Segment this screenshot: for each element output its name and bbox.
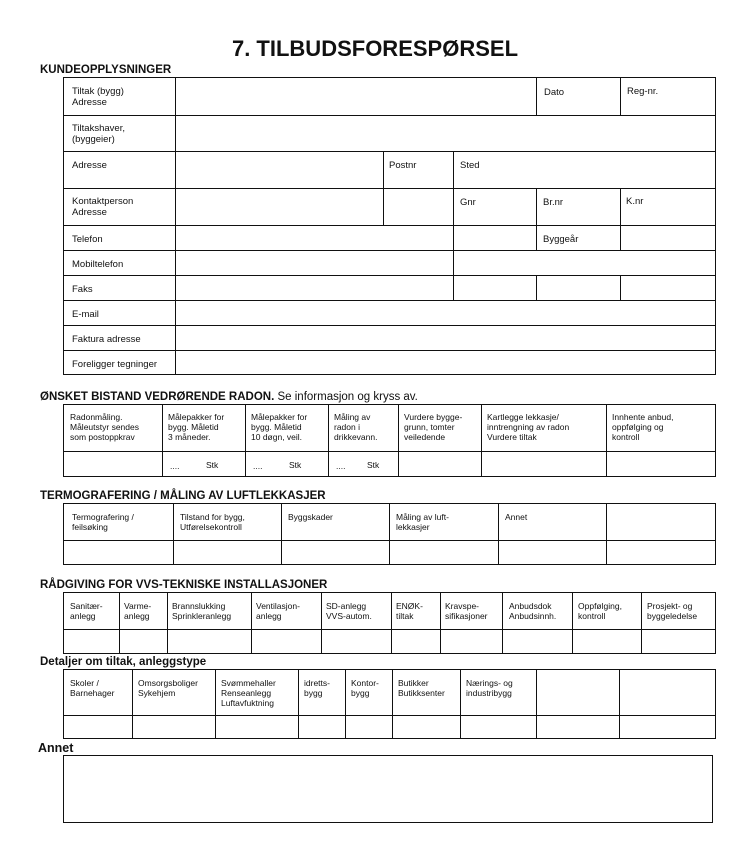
faktura-field[interactable]: [176, 325, 715, 349]
radon-3mnd-dots: ....: [170, 461, 180, 471]
detaljer-check-blank-1[interactable]: [536, 715, 618, 738]
section-heading-radon: [40, 391, 418, 403]
label-email: E-mail: [72, 309, 99, 320]
label-tegninger: Foreligger tegninger: [72, 359, 158, 370]
radon-header-kartlegge: Kartlegge lekkasje/ inntrengning av radon Vurdere tiltak: [487, 412, 570, 442]
radon-header-radonmaling: Radonmåling. Måleutstyr sendes som postoppkrav: [70, 412, 139, 442]
vvs-check-oppfolging[interactable]: [572, 629, 640, 653]
radon-header-anbud: Innhente anbud, oppfølging og kontroll: [612, 412, 674, 442]
label-byggear: Byggeår: [543, 234, 579, 245]
radon-check-kartlegge[interactable]: [481, 452, 605, 476]
detaljer-check-svommehaller[interactable]: [215, 715, 297, 738]
termo-check-annet[interactable]: [498, 540, 605, 564]
section-heading-annet: Annet: [38, 741, 74, 755]
radon-check-drikkevann[interactable]: [328, 452, 397, 476]
radon-check-3mnd[interactable]: [162, 452, 244, 476]
tegninger-field[interactable]: [176, 350, 715, 374]
vvs-check-brannslukking[interactable]: [167, 629, 250, 653]
email-field[interactable]: [176, 300, 715, 324]
radon-check-byggegrunn[interactable]: [398, 452, 480, 476]
radon-check-10dogn[interactable]: [245, 452, 327, 476]
label-tiltakshaver: Tiltakshaver, (byggeier): [72, 123, 125, 145]
vvs-header-prosjekt: Prosjekt- og byggeledelse: [647, 601, 698, 621]
adresse-field[interactable]: [176, 151, 382, 187]
label-gnr: Gnr: [460, 197, 476, 208]
radon-drikkevann-stk: Stk: [367, 460, 380, 470]
termo-header-annet: Annet: [505, 512, 528, 522]
kontakt-field[interactable]: [176, 188, 382, 224]
vvs-header-enok: ENØK- tiltak: [396, 601, 423, 621]
detaljer-check-omsorgsboliger[interactable]: [132, 715, 214, 738]
label-tiltak: Tiltak (bygg) Adresse: [72, 86, 124, 108]
detaljer-check-blank-2[interactable]: [619, 715, 715, 738]
label-postnr: Postnr: [389, 160, 417, 171]
detaljer-header-svommehaller: Svømmehaller Renseanlegg Luftavfuktning: [221, 678, 276, 708]
detaljer-check-naeringsbygg[interactable]: [460, 715, 535, 738]
termo-check-byggskader[interactable]: [281, 540, 388, 564]
tiltakshaver-field[interactable]: [176, 115, 715, 150]
vvs-check-sanitar[interactable]: [64, 629, 118, 653]
radon-check-radonmaling[interactable]: [64, 452, 161, 476]
vvs-header-oppfolging: Oppfølging, kontroll: [578, 601, 622, 621]
detaljer-header-idrettsbygg: idretts- bygg: [304, 678, 330, 698]
vvs-check-sd-anlegg[interactable]: [321, 629, 390, 653]
label-knr: K.nr: [626, 196, 644, 207]
label-sted: Sted: [460, 160, 480, 171]
label-brnr: Br.nr: [543, 197, 564, 208]
vvs-header-brannslukking: Brannslukking Sprinkleranlegg: [172, 601, 232, 621]
label-faktura: Faktura adresse: [72, 334, 141, 345]
label-faks: Faks: [72, 284, 93, 295]
detaljer-header-naeringsbygg: Nærings- og industribygg: [466, 678, 513, 698]
radon-heading-bold: ØNSKET BISTAND VEDRØRENDE RADON.: [40, 391, 275, 403]
vvs-header-ventilasjon: Ventilasjon- anlegg: [256, 601, 300, 621]
radon-header-byggegrunn: Vurdere bygge- grunn, tomter veiledende: [404, 412, 463, 442]
detaljer-check-butikker[interactable]: [392, 715, 459, 738]
termo-header-tilstand: Tilstand for bygg, Utførelsekontroll: [180, 512, 245, 532]
termo-check-tilstand[interactable]: [173, 540, 280, 564]
mobil-field[interactable]: [176, 250, 452, 274]
detaljer-header-skoler: Skoler / Barnehager: [70, 678, 115, 698]
vvs-header-sanitar: Sanitær- anlegg: [70, 601, 103, 621]
page-title: 7. TILBUDSFORESPØRSEL: [231, 36, 519, 61]
radon-header-3mnd: Målepakker for bygg. Måletid 3 måneder.: [168, 412, 225, 442]
label-telefon: Telefon: [72, 234, 103, 245]
vvs-check-enok[interactable]: [391, 629, 439, 653]
radon-3mnd-stk: Stk: [206, 460, 219, 470]
radon-check-anbud[interactable]: [606, 452, 715, 476]
termo-header-byggskader: Byggskader: [288, 512, 333, 522]
radon-drikkevann-dots: ....: [336, 461, 346, 471]
termo-check-luftlekkasjer[interactable]: [389, 540, 497, 564]
tiltak-field[interactable]: [176, 78, 535, 114]
vvs-header-sd-anlegg: SD-anlegg VVS-autom.: [326, 601, 372, 621]
vvs-header-varme: Varme- anlegg: [124, 601, 152, 621]
faks-field[interactable]: [176, 275, 452, 299]
detaljer-check-kontorbygg[interactable]: [345, 715, 391, 738]
termo-check-feilsoking[interactable]: [64, 540, 172, 564]
termo-header-feilsoking: Termografering / feilsøking: [72, 512, 134, 532]
termo-header-luftlekkasjer: Måling av luft- lekkasjer: [396, 512, 449, 532]
radon-header-drikkevann: Måling av radon i drikkevann.: [334, 412, 378, 442]
vvs-check-prosjekt[interactable]: [641, 629, 715, 653]
detaljer-header-butikker: Butikker Butikksenter: [398, 678, 445, 698]
telefon-field[interactable]: [176, 225, 452, 249]
vvs-check-varme[interactable]: [119, 629, 166, 653]
vvs-check-anbudsdok[interactable]: [502, 629, 571, 653]
vvs-header-kravspesifikasjoner: Kravspe- sifikasjoner: [445, 601, 488, 621]
detaljer-header-omsorgsboliger: Omsorgsboliger Sykehjem: [138, 678, 198, 698]
radon-10dogn-dots: ....: [253, 461, 263, 471]
termo-check-blank[interactable]: [606, 540, 715, 564]
section-heading-kunde: KUNDEOPPLYSNINGER: [40, 64, 172, 76]
label-kontaktperson: Kontaktperson Adresse: [72, 196, 134, 218]
detaljer-header-kontorbygg: Kontor- bygg: [351, 678, 379, 698]
radon-heading-note: Se informasjon og kryss av.: [277, 391, 418, 403]
vvs-header-anbudsdok: Anbudsdok Anbudsinnh.: [509, 601, 557, 621]
annet-textarea[interactable]: [63, 755, 713, 823]
radon-header-10dogn: Målepakker for bygg. Måletid 10 døgn, veil.: [251, 412, 308, 442]
section-heading-detaljer: Detaljer om tiltak, anleggstype: [40, 656, 207, 668]
label-regnr: Reg-nr.: [627, 86, 659, 97]
vvs-check-ventilasjon[interactable]: [251, 629, 320, 653]
label-adresse: Adresse: [72, 160, 107, 171]
section-heading-termo: TERMOGRAFERING / MÅLING AV LUFTLEKKASJER: [40, 490, 326, 502]
section-heading-vvs: RÅDGIVING FOR VVS-TEKNISKE INSTALLASJONER: [40, 579, 328, 591]
detaljer-check-skoler[interactable]: [64, 715, 131, 738]
detaljer-check-idrettsbygg[interactable]: [298, 715, 344, 738]
label-mobiltelefon: Mobiltelefon: [72, 259, 124, 270]
label-dato: Dato: [544, 87, 565, 98]
radon-10dogn-stk: Stk: [289, 460, 302, 470]
vvs-check-kravspesifikasjoner[interactable]: [440, 629, 501, 653]
